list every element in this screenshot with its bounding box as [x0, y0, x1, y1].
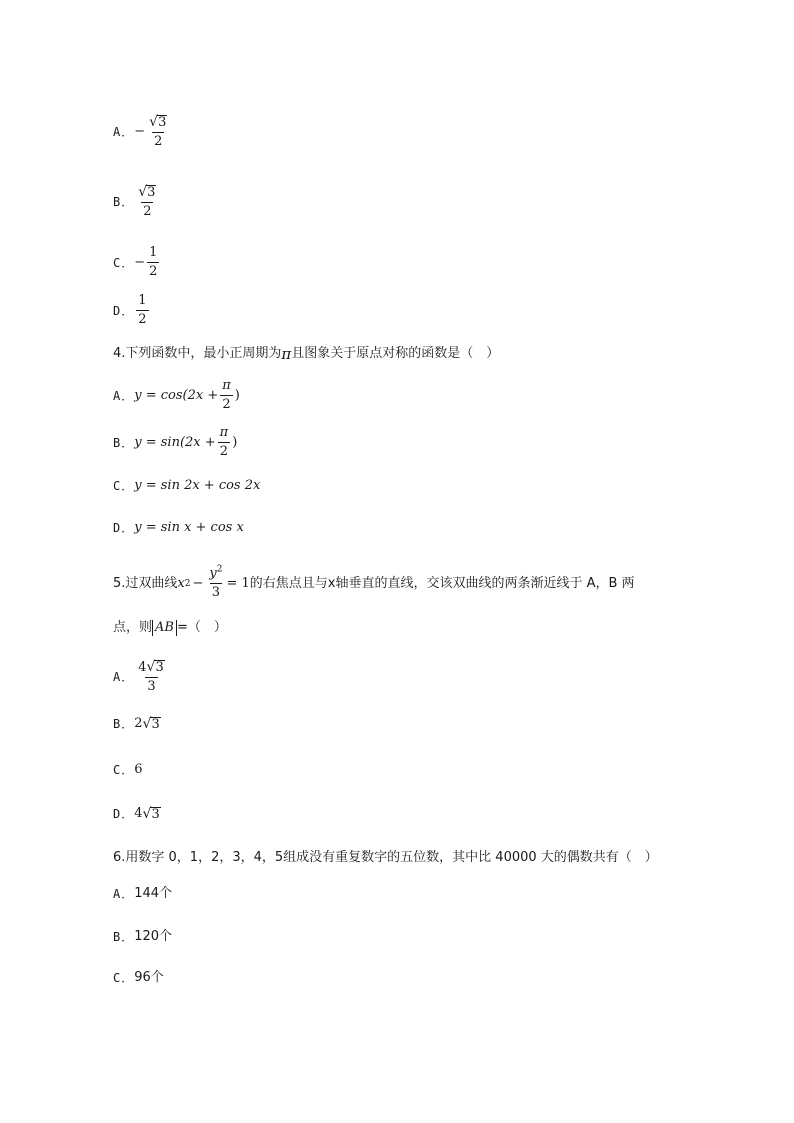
q6-option-c: C． 96个 [113, 970, 164, 985]
option-label: B． [113, 930, 135, 944]
q4-option-c: C． y = sin 2x + cos 2x [113, 478, 261, 493]
q3-option-a [113, 114, 171, 150]
option-label: C． [113, 479, 135, 493]
fraction: $\frac{1}{2}$ [149, 245, 158, 279]
fraction: √ 3 2 [149, 114, 167, 149]
q5-option-a [113, 659, 169, 695]
sqrt: √ 3 [146, 659, 164, 675]
option-label: B． [113, 717, 135, 731]
question-5-stem: 5.过双曲线 x 2 − $\frac{y^2}{3}$ = 1 的右焦点且与x轴垂直的直线，交该双曲线的两条渐近线于 A，B 两 [113, 564, 635, 600]
option-label: C． [113, 971, 135, 985]
minus-sign: − [134, 254, 146, 270]
q5-option-b: B． 2 √ 3 [113, 716, 160, 732]
option-label: C． [113, 763, 135, 777]
q4-option-a: A． y = cos(2x + $\frac{\pi}{2}$ ) [113, 378, 240, 412]
q3-option-b [113, 184, 160, 220]
sqrt: √ 3 [142, 716, 160, 732]
q4-option-b: B． y = sin(2x + $\frac{\pi}{2}$ ) [113, 425, 238, 459]
fraction: $\frac{\pi}{2}$ [222, 378, 231, 412]
fraction: $\frac{y^2}{3}$ [209, 564, 223, 600]
fraction: 4 √ 3 3 [138, 659, 164, 694]
sqrt: √ 3 [138, 184, 156, 200]
sqrt: √ 3 [142, 806, 160, 822]
q6-option-b: B． 120个 [113, 929, 173, 944]
q4-option-d: D． y = sin x + cos x [113, 520, 244, 535]
option-label: D． [113, 521, 135, 535]
fraction: √ 3 2 [138, 184, 156, 219]
fraction: $\frac{\pi}{2}$ [219, 425, 229, 459]
option-label: A． [113, 670, 135, 684]
absolute-value: AB [152, 620, 177, 636]
q6-option-a: A． 144个 [113, 886, 173, 901]
option-label: A． [113, 887, 135, 901]
question-6-stem: 6.用数字 0，1，2，3，4，5组成没有重复数字的五位数，其中比 40000 大的偶数共有（ ） [113, 850, 658, 865]
question-4-stem: 4.下列函数中，最小正周期为 π 且图象关于原点对称的函数是（ ） [113, 345, 500, 363]
question-5-stem-line2: 点，则 AB =（ ） [113, 620, 227, 635]
pi-symbol: π [281, 345, 292, 363]
option-label: A． [113, 125, 135, 139]
option-label: D． [113, 807, 135, 821]
option-label: C． [113, 255, 135, 270]
q5-option-d: D． 4 √ 3 [113, 806, 160, 822]
option-label: D． [113, 303, 135, 318]
q3-option-d [113, 293, 151, 328]
option-label: A． [113, 388, 135, 403]
minus-sign: − [134, 124, 146, 139]
sqrt: √ 3 [149, 114, 167, 130]
fraction: $\frac{1}{2}$ [138, 293, 147, 327]
option-label: B． [113, 195, 135, 209]
q3-option-c [113, 245, 161, 280]
q5-option-c: C． 6 [113, 762, 143, 777]
option-label: B． [113, 435, 135, 450]
